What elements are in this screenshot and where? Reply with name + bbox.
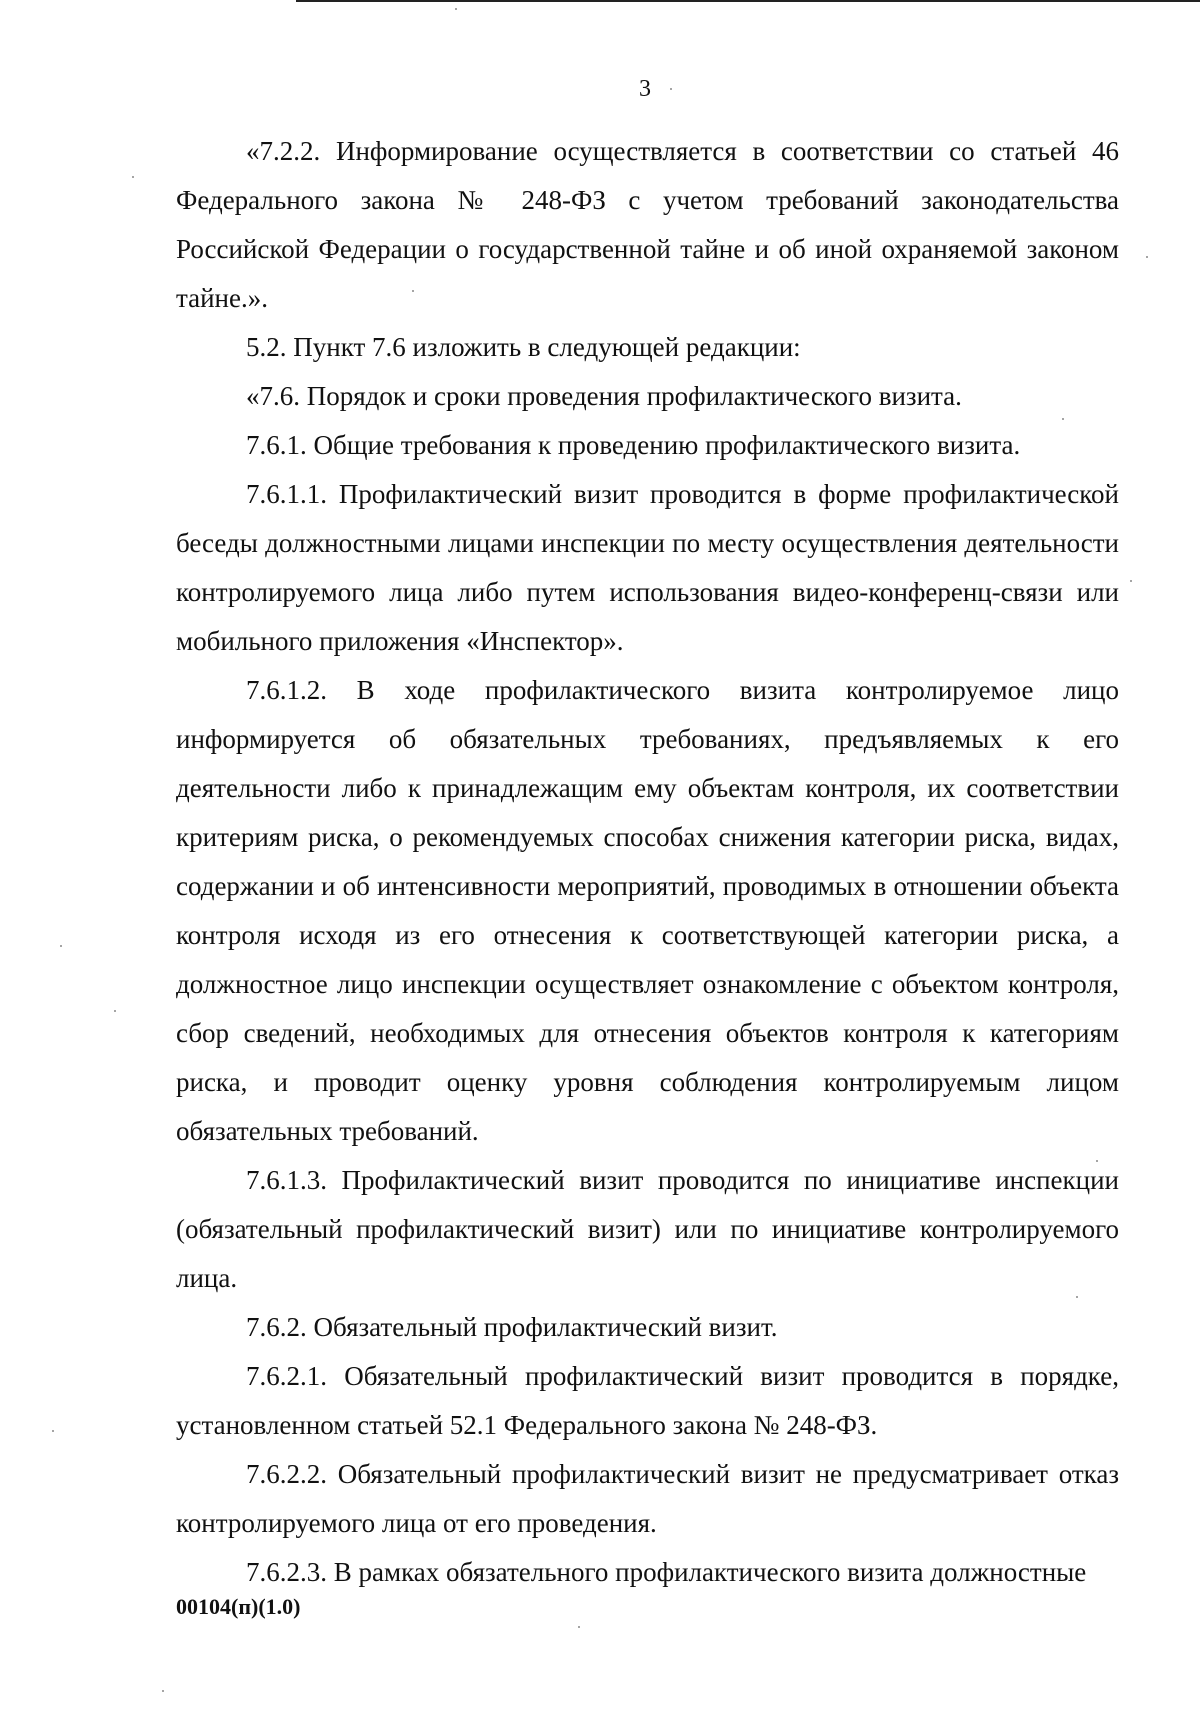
scan-speck: [1076, 1296, 1078, 1298]
scan-speck: [1146, 256, 1148, 258]
paragraph-7-6-2-2: 7.6.2.2. Обязательный профилактический визит не предусматривает отказ контролируемого лица от его проведения.: [176, 1459, 1119, 1538]
paragraph-7-6-1-1: 7.6.1.1. Профилактический визит проводится в форме профилактической беседы должностными лицами инспекции по месту осуществления деятельности контролируемого лица либо путем использования видео-конференц-связи или мобильного приложения «Инспектор».: [176, 479, 1119, 656]
paragraph-7-6-2-1: 7.6.2.1. Обязательный профилактический визит проводится в порядке, установленном статьей 52.1 Федерального закона № 248-ФЗ.: [176, 1361, 1119, 1440]
scan-speck: [132, 176, 134, 178]
paragraph-7-6-1-3: 7.6.1.3. Профилактический визит проводится по инициативе инспекции (обязательный профилактический визит) или по инициативе контролируемого лица.: [176, 1165, 1119, 1293]
scan-speck: [1130, 580, 1132, 582]
paragraph-5-2: 5.2. Пункт 7.6 изложить в следующей редакции:: [246, 332, 801, 362]
scan-speck: [162, 1690, 164, 1692]
paragraph-7-2-2: «7.2.2. Информирование осуществляется в соответствии со статьей 46 Федерального закона № 248-ФЗ с учетом требований законодательства Российской Федерации о государственной тайне и об иной охраняемой законом тайне.».: [176, 136, 1119, 313]
scan-speck: [455, 8, 457, 10]
paragraph-7-6-2-3: 7.6.2.3. В рамках обязательного профилактического визита должностные: [246, 1557, 1087, 1587]
scan-speck: [52, 1430, 54, 1432]
scan-speck: [60, 945, 62, 947]
page-number: 3: [639, 76, 651, 102]
scan-speck: [1096, 1160, 1098, 1162]
scan-speck: [1062, 418, 1064, 420]
scan-speck: [670, 88, 672, 90]
paragraph-7-6-1: 7.6.1. Общие требования к проведению профилактического визита.: [246, 430, 1021, 460]
document-body: [176, 127, 1119, 1597]
footer-document-code: 00104(п)(1.0): [176, 1594, 301, 1619]
paragraph-7-6-heading: «7.6. Порядок и сроки проведения профилактического визита.: [246, 381, 962, 411]
scan-speck: [578, 1626, 580, 1628]
paragraph-7-6-2: 7.6.2. Обязательный профилактический визит.: [246, 1312, 778, 1342]
top-rule: [296, 0, 1200, 2]
paragraph-7-6-1-2: 7.6.1.2. В ходе профилактического визита контролируемое лицо информируется об обязательных требованиях, предъявляемых к его деятельности либо к принадлежащим ему объектам контроля, их соответствии критериям риска, о рекомендуемых способах снижения категории риска, видах, содержании и об интенсивности мероприятий, проводимых в отношении объекта контроля исходя из его отнесения к соответствующей категории риска, а должностное лицо инспекции осуществляет ознакомление с объектом контроля, сбор сведений, необходимых для отнесения объектов контроля к категориям риска, и проводит оценку уровня соблюдения контролируемым лицом обязательных требований.: [176, 675, 1119, 1146]
scan-speck: [412, 290, 414, 292]
scan-speck: [114, 1010, 116, 1012]
